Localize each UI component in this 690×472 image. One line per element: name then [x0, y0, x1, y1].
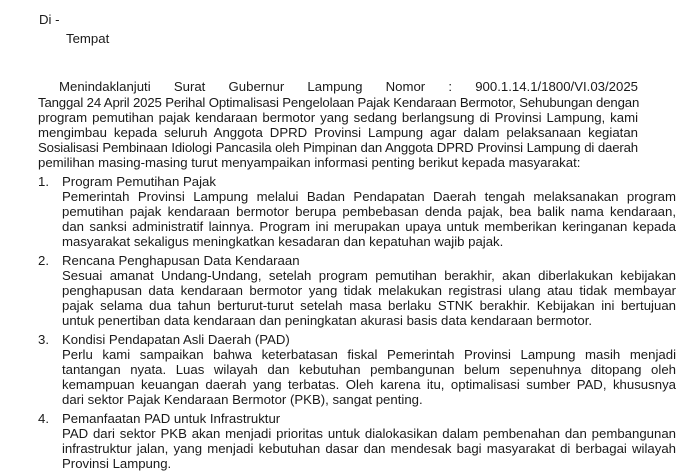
- item-title: Rencana Penghapusan Data Kendaraan: [62, 253, 300, 268]
- item-line: kemampuan keuangan daerah yang terbatas. Oleh karena itu, optimalisasi sumber PAD, khususnya: [62, 377, 676, 392]
- item-title: Kondisi Pendapatan Asli Daerah (PAD): [62, 332, 290, 347]
- item-line: dari sektor Pajak Kendaraan Bermotor (PKB), sangat penting.: [62, 392, 423, 407]
- item-number: 4.: [38, 411, 49, 426]
- item-line: masyarakat sekaligus meningkatkan kesadaran dan kepatuhan wajib pajak.: [62, 234, 504, 249]
- item-title: Pemanfaatan PAD untuk Infrastruktur: [62, 411, 281, 426]
- intro-line: program pemutihan pajak kendaraan bermotor yang sedang berlangsung di Provinsi Lampung, kami: [38, 110, 638, 125]
- item-line: pemutihan pajak kendaraan bermotor berupa pembebasan denda pajak, bea balik nama kendaraan,: [62, 204, 676, 219]
- item-line: pajak selama dua tahun berturut-turut setelah masa berlaku STNK berakhir. Kebijakan ini bertujuan: [62, 298, 676, 313]
- item-line: Perlu kami sampaikan bahwa keterbatasan fiskal Pemerintah Provinsi Lampung masih menjadi: [62, 347, 676, 362]
- item-line: Sesuai amanat Undang-Undang, setelah program pemutihan berakhir, akan diberlakukan kebijakan: [62, 268, 676, 283]
- recipient-line: Di -: [39, 12, 60, 27]
- item-title: Program Pemutihan Pajak: [62, 174, 216, 189]
- place-line: Tempat: [66, 31, 110, 46]
- item-line: untuk penertiban data kendaraan dan peningkatan akurasi basis data kendaraan bermotor.: [62, 313, 593, 328]
- intro-line: Sosialisasi Pembinaan Idiologi Pancasila oleh Pimpinan dan Anggota DPRD Provinsi Lampung di daerah: [38, 140, 638, 155]
- intro-line: pemilihan masing-masing turut menyampaikan informasi penting berikut kepada masyarakat:: [38, 155, 581, 170]
- item-line: PAD dari sektor PKB akan menjadi prioritas untuk dialokasikan dalam pembenahan dan pembangunan: [62, 426, 676, 441]
- item-line: tantangan nyata. Luas wilayah dan kebutuhan pembangunan belum sepenuhnya ditopang oleh: [62, 362, 676, 377]
- item-number: 2.: [38, 253, 49, 268]
- item-line: penghapusan data kendaraan bermotor yang tidak melakukan registrasi ulang atau tidak membayar: [62, 283, 676, 298]
- item-number: 1.: [38, 174, 49, 189]
- intro-line: Menindaklanjuti Surat Gubernur Lampung Nomor : 900.1.14.1/1800/VI.03/2025: [59, 79, 638, 94]
- intro-line: Tanggal 24 April 2025 Perihal Optimalisasi Pengelolaan Pajak Kendaraan Bermotor, Sehubungan dengan: [38, 95, 640, 110]
- intro-line: mengimbau kepada seluruh Anggota DPRD Provinsi Lampung agar dalam pelaksanaan kegiatan: [38, 125, 638, 140]
- item-line: Pemerintah Provinsi Lampung melalui Badan Pendapatan Daerah tengah melaksanakan program: [62, 189, 676, 204]
- item-number: 3.: [38, 332, 49, 347]
- item-line: infrastruktur jalan, yang menjadi kebutuhan dasar dan mendesak bagi masyarakat di berbagai wilayah: [62, 441, 676, 456]
- item-line: dan sanksi administratif lainnya. Program ini merupakan upaya untuk memberikan keringanan kepada: [62, 219, 676, 234]
- item-line: Provinsi Lampung.: [62, 456, 172, 471]
